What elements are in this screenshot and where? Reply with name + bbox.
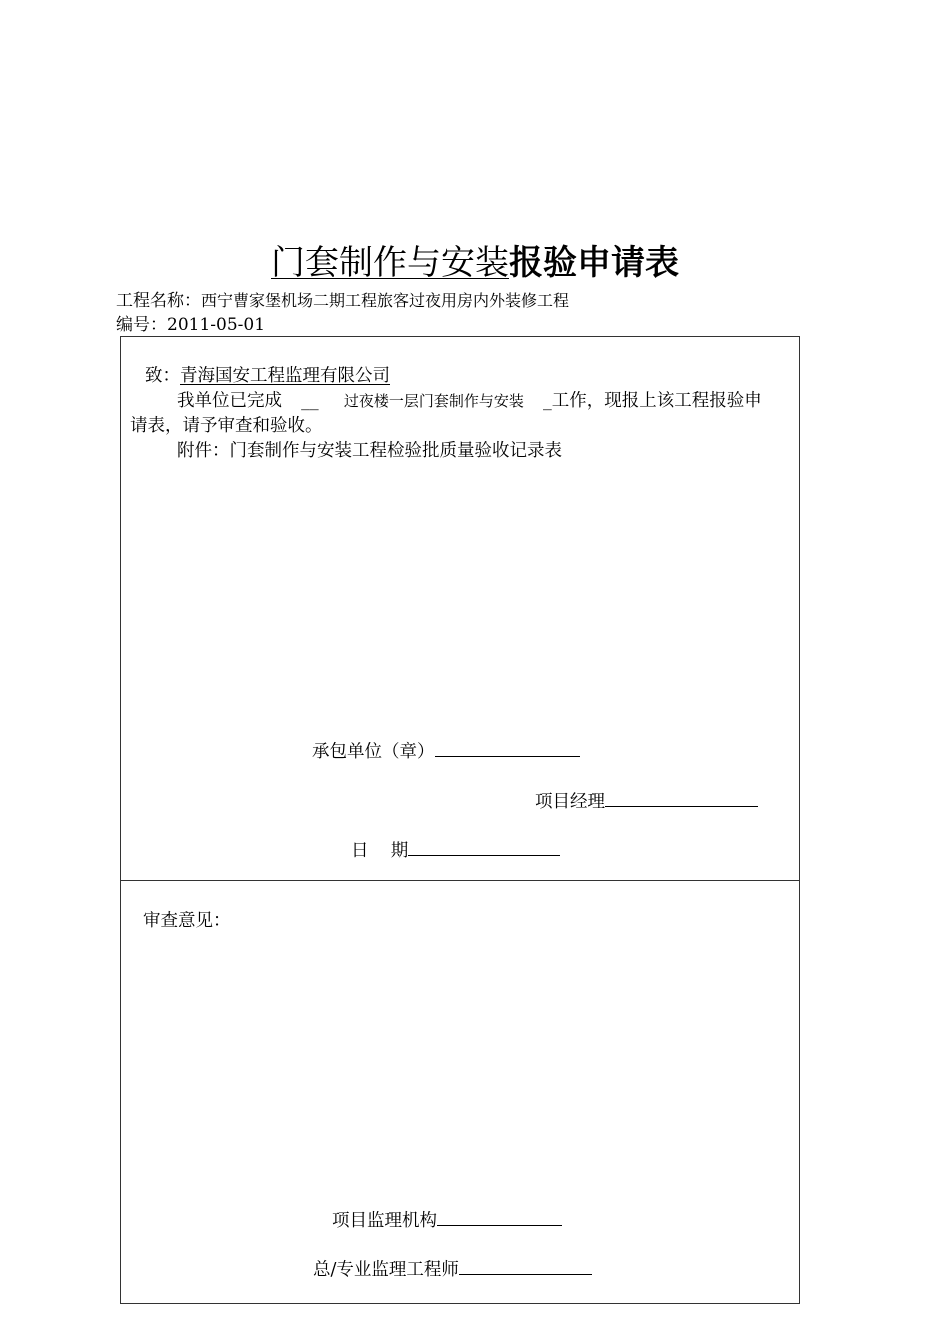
contractor-seal-blank [435, 738, 580, 757]
supervising-engineer-label: 总/专业监理工程师 [313, 1260, 459, 1280]
completion-suffix: _工作，现报上该工程报验申 [542, 391, 762, 411]
form-title-item: 门套制作与安装 [271, 243, 509, 283]
supervision-institution-line [332, 1207, 562, 1233]
completion-item: 过夜楼一层门套制作与安装 [343, 392, 524, 410]
attachment-label: 附件： [177, 441, 230, 461]
form-number-value: 2011-05-01 [167, 315, 266, 335]
supervising-engineer-blank [459, 1256, 592, 1275]
project-manager-blank [605, 788, 758, 807]
form-title [0, 243, 950, 283]
supervision-institution-blank [437, 1207, 562, 1226]
project-name-label: 工程名称： [116, 291, 201, 311]
date-blank [408, 837, 560, 856]
attachment-line [177, 439, 562, 463]
form-title-type: 报验申请表 [509, 243, 679, 283]
supervising-engineer-line [313, 1256, 592, 1282]
attachment-value: 门套制作与安装工程检验批质量验收记录表 [229, 441, 562, 461]
application-section [120, 336, 800, 881]
form-number-line [116, 315, 265, 335]
supervision-institution-label: 项目监理机构 [332, 1211, 437, 1231]
completion-statement [177, 389, 762, 413]
project-manager-label: 项目经理 [535, 792, 605, 812]
form-number-label: 编号： [116, 315, 167, 335]
request-line: 请表，请予审查和验收。 [130, 416, 323, 436]
project-name-line [116, 291, 569, 311]
project-name-value: 西宁曹家堡机场二期工程旅客过夜用房内外装修工程 [201, 291, 570, 310]
review-section [120, 880, 800, 1304]
recipient-label: 致： [145, 366, 180, 386]
completion-prefix: 我单位已完成 [177, 391, 282, 411]
review-opinion-label: 审查意见： [143, 911, 231, 931]
date-line [351, 837, 560, 863]
contractor-seal-label: 承包单位（章） [312, 742, 435, 762]
recipient-line [145, 364, 390, 388]
recipient-company: 青海国安工程监理有限公司 [180, 366, 390, 386]
contractor-seal-line [312, 738, 580, 764]
date-label: 日 期 [351, 841, 409, 861]
completion-blank: __ [301, 391, 319, 411]
project-manager-line [535, 788, 758, 814]
